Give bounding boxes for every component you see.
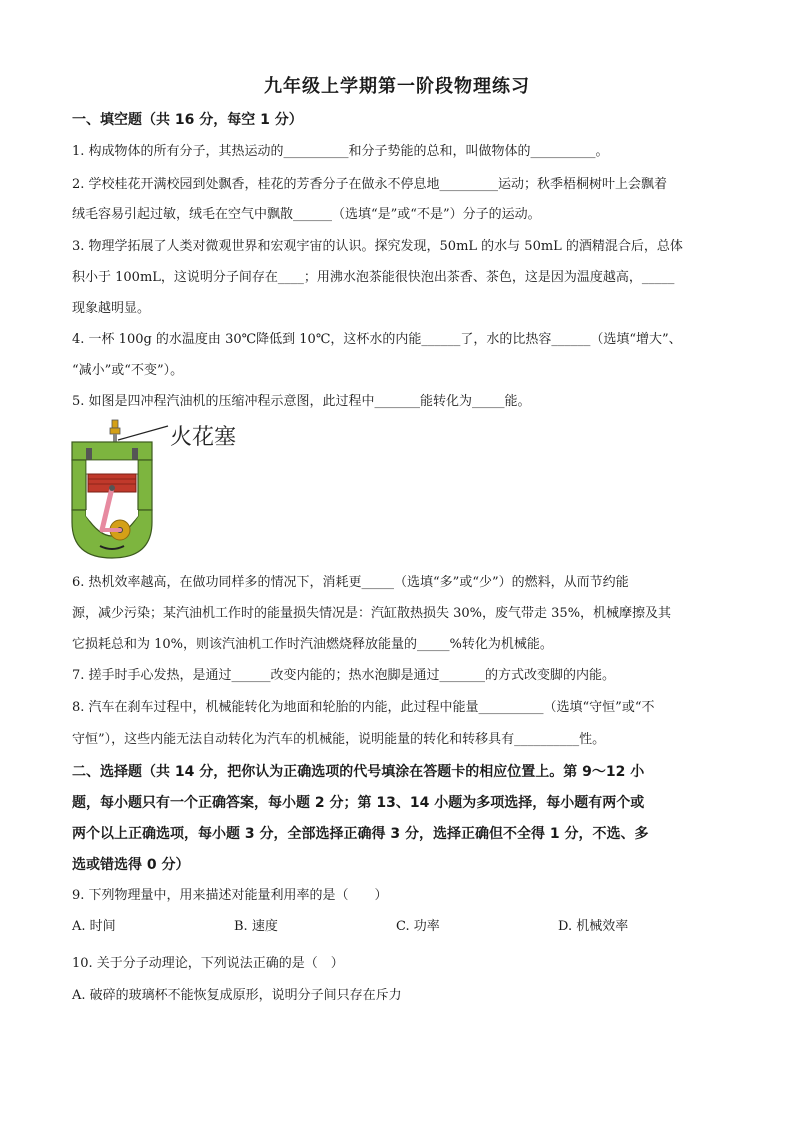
question-8-line2: 守恒”），这些内能无法自动转化为汽车的机械能，说明能量的转化和转移具有__________性。 [72, 732, 606, 747]
section1-heading: 一、填空题（共 16 分，每空 1 分） [72, 112, 303, 128]
section2-heading-line1: 二、选择题（共 14 分，把你认为正确选项的代号填涂在答题卡的相应位置上。第 9～12 小 [72, 764, 645, 780]
question-3-line1: 3. 物理学拓展了人类对微观世界和宏观宇宙的认识。探究发现，50mL 的水与 50mL 的酒精混合后，总体 [72, 239, 683, 254]
question-9-option-b: B. 速度 [234, 919, 278, 934]
question-6-line1: 6. 热机效率越高，在做功同样多的情况下，消耗更_____（选填“多”或“少”）的燃料，从而节约能 [72, 575, 629, 590]
question-10-option-a: A. 破碎的玻璃杯不能恢复成原形，说明分子间只存在斥力 [72, 988, 402, 1003]
question-3-line2: 积小于 100mL，这说明分子间存在____；用沸水泡茶能很快泡出茶香、茶色，这是因为温度越高，_____ [72, 270, 675, 285]
question-5: 5. 如图是四冲程汽油机的压缩冲程示意图，此过程中_______能转化为_____能。 [72, 394, 531, 409]
section2-heading-line2: 题，每小题只有一个正确答案，每小题 2 分；第 13、14 小题为多项选择，每小题有两个或 [72, 795, 645, 811]
section2-heading-line4: 选或错选得 0 分） [72, 857, 190, 873]
question-4-line1: 4. 一杯 100g 的水温度由 30℃降低到 10℃，这杯水的内能______了，水的比热容______（选填“增大”、 [72, 332, 682, 347]
question-1: 1. 构成物体的所有分子，其热运动的__________和分子势能的总和，叫做物体的__________。 [72, 144, 609, 159]
question-10: 10. 关于分子动理论，下列说法正确的是（ ） [72, 956, 344, 971]
question-9-option-d: D. 机械效率 [558, 919, 629, 934]
question-8-line1: 8. 汽车在刹车过程中，机械能转化为地面和轮胎的内能，此过程中能量__________（选填“守恒”或“不 [72, 700, 655, 715]
question-6-line3: 它损耗总和为 10%，则该汽油机工作时汽油燃烧释放能量的_____%转化为机械能。 [72, 637, 553, 652]
question-9-option-c: C. 功率 [396, 919, 440, 934]
spark-plug-icon [110, 420, 120, 442]
question-6-line2: 源，减少污染；某汽油机工作时的能量损失情况是：汽缸散热损失 30%，废气带走 35%，机械摩擦及其 [72, 606, 672, 621]
section2-heading-line3: 两个以上正确选项，每小题 3 分，全部选择正确得 3 分，选择正确但不全得 1 分，不选、多 [72, 826, 649, 842]
question-9-option-a: A. 时间 [72, 919, 116, 934]
question-2-line1: 2. 学校桂花开满校园到处飘香，桂花的芳香分子在做永不停息地_________运动；秋季梧桐树叶上会飘着 [72, 177, 668, 192]
question-7: 7. 搓手时手心发热，是通过______改变内能的；热水泡脚是通过_______的方式改变脚的内能。 [72, 668, 616, 683]
question-3-line3: 现象越明显。 [72, 301, 151, 316]
question-4-line2: “减小”或“不变”）。 [72, 363, 184, 378]
page-title: 九年级上学期第一阶段物理练习 [264, 76, 530, 97]
question-9: 9. 下列物理量中，用来描述对能量利用率的是（ ） [72, 888, 388, 903]
question-2-line2: 绒毛容易引起过敏，绒毛在空气中飘散______（选填“是”或“不是”）分子的运动。 [72, 207, 541, 222]
spark-plug-label: 火花塞 [170, 425, 237, 450]
